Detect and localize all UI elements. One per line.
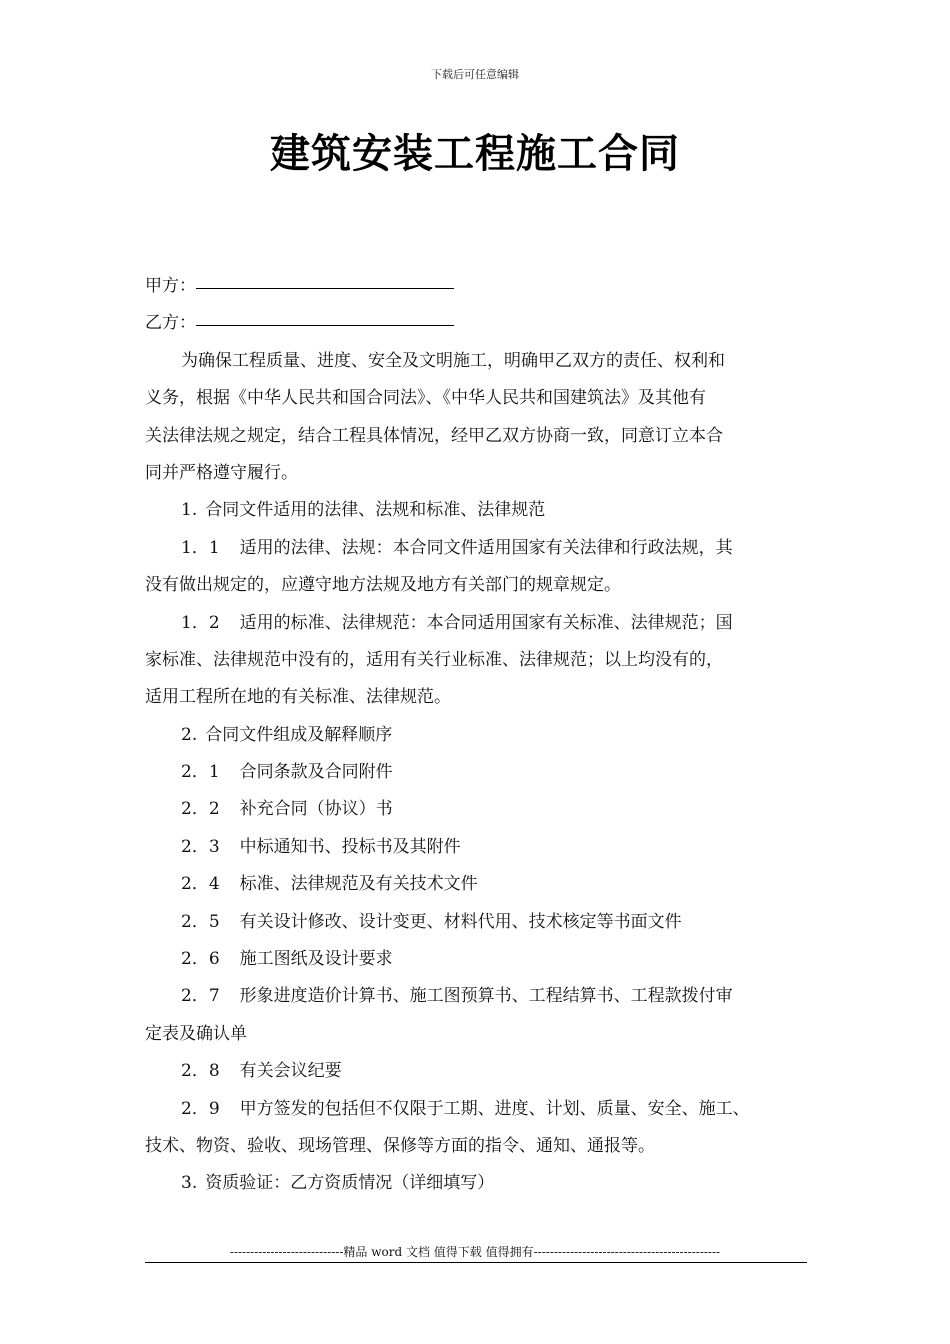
clause-number: 2．1	[181, 762, 220, 783]
clause-number: 2．7	[181, 986, 220, 1007]
section-text: 合同文件组成及解释顺序	[205, 724, 393, 745]
clause-text: 中标通知书、投标书及其附件	[239, 836, 461, 857]
clause-2-7-cont: 定表及确认单	[145, 1023, 247, 1044]
intro-line: 义务，根据《中华人民共和国合同法》、《中华人民共和国建筑法》及其他有	[145, 388, 706, 409]
clause-2-5	[145, 904, 815, 941]
footer-rule	[145, 1262, 807, 1263]
document-body	[145, 268, 815, 1203]
clause-2-4	[145, 866, 815, 903]
clause-text: 甲方签发的包括但不仅限于工期、进度、计划、质量、安全、施工、	[239, 1098, 750, 1119]
clause-text: 补充合同（协议）书	[239, 799, 393, 820]
intro-line: 同并严格遵守履行。	[145, 462, 298, 483]
clause-number: 2．8	[181, 1061, 220, 1082]
clause-1-1-cont: 没有做出规定的，应遵守地方法规及地方有关部门的规章规定。	[145, 575, 621, 596]
clause-text: 形象进度造价计算书、施工图预算书、工程结算书、工程款拨付审	[239, 986, 733, 1007]
clause-number: 2．3	[181, 836, 220, 857]
section-1-heading	[145, 492, 815, 529]
section-3-heading	[145, 1165, 815, 1202]
clause-2-7	[145, 978, 815, 1015]
section-number: 2.	[181, 724, 198, 745]
clause-2-9-cont: 技术、物资、验收、现场管理、保修等方面的指令、通知、通报等。	[145, 1135, 655, 1156]
party-b-blank	[196, 307, 454, 326]
header-note: 下载后可任意编辑	[431, 68, 519, 81]
clause-1-2-cont: 家标准、法律规范中没有的，适用有关行业标准、法律规范；以上均没有的，	[145, 649, 723, 670]
clause-text: 适用的法律、法规：本合同文件适用国家有关法律和行政法规，其	[239, 537, 733, 558]
clause-1-2-cont: 适用工程所在地的有关标准、法律规范。	[145, 687, 451, 708]
clause-number: 2．4	[181, 874, 220, 895]
clause-1-1	[145, 530, 815, 567]
intro-line: 关法律法规之规定，结合工程具体情况，经甲乙双方协商一致，同意订立本合	[145, 425, 723, 446]
clause-2-9	[145, 1091, 815, 1128]
clause-number: 2．5	[181, 911, 220, 932]
clause-2-6	[145, 941, 815, 978]
clause-text: 有关会议纪要	[239, 1061, 342, 1082]
clause-2-2	[145, 791, 815, 828]
section-number: 1.	[181, 500, 198, 521]
section-number: 3.	[181, 1173, 198, 1194]
clause-number: 2．9	[181, 1098, 220, 1119]
footer-note: ----------------------------精品 word 文档 值得下载 值得拥有----------------------------------------------	[229, 1245, 721, 1259]
clause-number: 1．1	[181, 537, 220, 558]
clause-2-1	[145, 754, 815, 791]
clause-text: 有关设计修改、设计变更、材料代用、技术核定等书面文件	[239, 911, 682, 932]
clause-number: 2．6	[181, 949, 220, 970]
party-a-label: 甲方：	[145, 276, 196, 296]
clause-number: 2．2	[181, 799, 220, 820]
document-title: 建筑安装工程施工合同	[270, 130, 680, 177]
clause-2-3	[145, 829, 815, 866]
clause-number: 1．2	[181, 612, 220, 633]
clause-text: 适用的标准、法律规范：本合同适用国家有关标准、法律规范；国	[239, 612, 733, 633]
intro-line: 为确保工程质量、进度、安全及文明施工，明确甲乙双方的责任、权利和	[181, 350, 725, 371]
section-text: 资质验证：乙方资质情况（详细填写）	[205, 1173, 495, 1194]
clause-2-8	[145, 1053, 815, 1090]
party-b-label: 乙方：	[145, 313, 196, 334]
section-text: 合同文件适用的法律、法规和标准、法律规范	[205, 500, 546, 521]
clause-text: 合同条款及合同附件	[239, 762, 393, 783]
section-2-heading	[145, 717, 815, 754]
party-a-row	[145, 268, 815, 305]
party-b-row	[145, 305, 815, 342]
clause-1-2	[145, 605, 815, 642]
clause-text: 标准、法律规范及有关技术文件	[239, 874, 478, 895]
party-a-blank	[196, 270, 454, 289]
clause-text: 施工图纸及设计要求	[239, 949, 393, 970]
